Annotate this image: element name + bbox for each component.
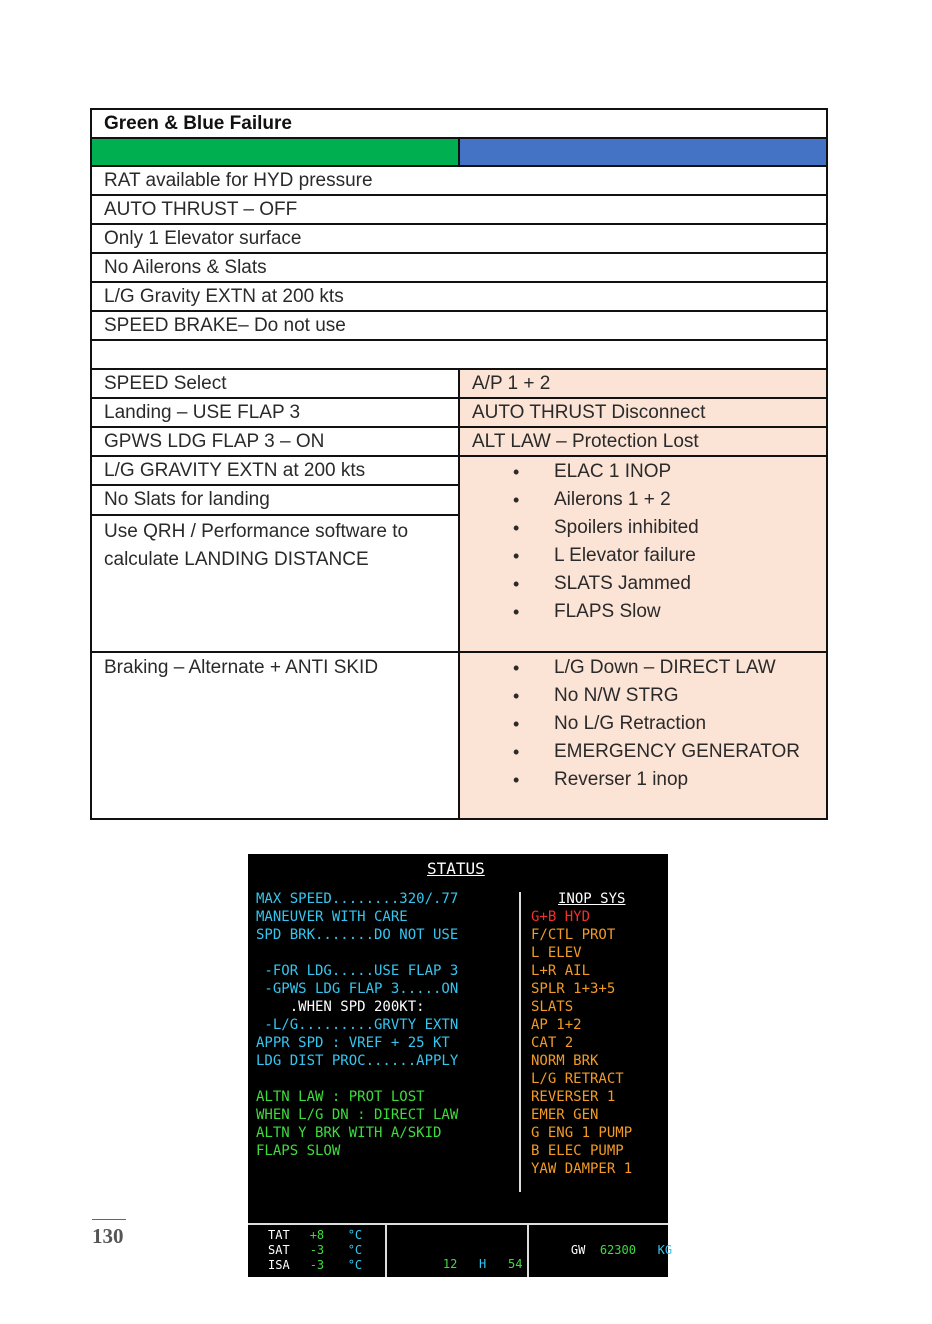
pair-row-right: AUTO THRUST Disconnect bbox=[459, 398, 827, 427]
group1-left-3: Use QRH / Performance software to calculate LANDING DISTANCE bbox=[91, 515, 459, 652]
bullet-item: • SLATS Jammed bbox=[472, 570, 826, 598]
pair-row-left: SPEED Select bbox=[91, 369, 459, 398]
pair-row-right: ALT LAW – Protection Lost bbox=[459, 427, 827, 456]
ecam-status-display bbox=[248, 854, 673, 1277]
table-row: RAT available for HYD pressure bbox=[91, 166, 827, 195]
inop-sys-line: EMER GEN bbox=[531, 1107, 599, 1123]
pair-row-left: GPWS LDG FLAP 3 – ON bbox=[91, 427, 459, 456]
ecam-status-line: MAX SPEED........320/.77 bbox=[256, 891, 459, 907]
temp-row bbox=[268, 1258, 362, 1273]
bullet-item: • Spoilers inhibited bbox=[472, 514, 826, 542]
table-title: Green & Blue Failure bbox=[91, 109, 827, 138]
bullet-item: • L/G Down – DIRECT LAW bbox=[472, 654, 826, 682]
temp-label: ISA bbox=[268, 1258, 290, 1272]
inop-sys-line: SLATS bbox=[531, 999, 574, 1015]
ecam-bottom-sep-2 bbox=[527, 1224, 529, 1277]
inop-sys-line: L ELEV bbox=[531, 945, 582, 961]
gw-unit: KG bbox=[657, 1242, 673, 1257]
bullet-item: • EMERGENCY GENERATOR bbox=[472, 738, 826, 766]
ecam-gross-weight bbox=[542, 1228, 672, 1272]
inop-sys-line: G ENG 1 PUMP bbox=[531, 1125, 633, 1141]
temp-value: -3 bbox=[309, 1243, 325, 1257]
temp-unit: °C bbox=[347, 1243, 363, 1257]
ecam-status-line: WHEN L/G DN : DIRECT LAW bbox=[256, 1107, 459, 1123]
green-blue-failure-table bbox=[90, 108, 828, 820]
ecam-status-line: ALTN Y BRK WITH A/SKID bbox=[256, 1125, 442, 1141]
inop-sys-line: NORM BRK bbox=[531, 1053, 599, 1069]
pair-row-left: Landing – USE FLAP 3 bbox=[91, 398, 459, 427]
temp-row bbox=[268, 1243, 362, 1258]
ecam-status-line: .WHEN SPD 200KT: bbox=[256, 999, 425, 1015]
temp-unit: °C bbox=[347, 1258, 363, 1272]
inop-sys-line: L/G RETRACT bbox=[531, 1071, 624, 1087]
pair-row-right: A/P 1 + 2 bbox=[459, 369, 827, 398]
inop-sys-line: F/CTL PROT bbox=[531, 927, 616, 943]
ecam-status-line: FLAPS SLOW bbox=[256, 1143, 341, 1159]
bullet-item: • Reverser 1 inop bbox=[472, 766, 826, 794]
bullet-item: • L Elevator failure bbox=[472, 542, 826, 570]
ecam-status-line: -FOR LDG.....USE FLAP 3 bbox=[256, 963, 459, 979]
time-hours: 12 bbox=[442, 1256, 458, 1271]
group1-left-2: No Slats for landing bbox=[91, 485, 459, 515]
group2-left: Braking – Alternate + ANTI SKID bbox=[91, 652, 459, 819]
ecam-bottom-sep-1 bbox=[385, 1224, 387, 1277]
gw-label: GW bbox=[570, 1242, 586, 1257]
ecam-status-line: ALTN LAW : PROT LOST bbox=[256, 1089, 425, 1105]
ecam-status-line: MANEUVER WITH CARE bbox=[256, 909, 408, 925]
time-minutes: 54 bbox=[507, 1256, 523, 1271]
ecam-status-line: -GPWS LDG FLAP 3.....ON bbox=[256, 981, 459, 997]
inop-sys-line: REVERSER 1 bbox=[531, 1089, 616, 1105]
ecam-status-line: LDG DIST PROC......APPLY bbox=[256, 1053, 459, 1069]
inop-sys-line: YAW DAMPER 1 bbox=[531, 1161, 633, 1177]
blue-system-bar bbox=[459, 138, 827, 166]
bullet-item: • FLAPS Slow bbox=[472, 598, 826, 626]
bullet-item: • No L/G Retraction bbox=[472, 710, 826, 738]
table-row: AUTO THRUST – OFF bbox=[91, 195, 827, 224]
group1-left-1: L/G GRAVITY EXTN at 200 kts bbox=[91, 456, 459, 485]
page-number-rule bbox=[92, 1219, 126, 1220]
inop-sys-line: L+R AIL bbox=[531, 963, 591, 979]
time-sep: H bbox=[479, 1256, 487, 1271]
bullet-item: • ELAC 1 INOP bbox=[472, 458, 826, 486]
table-row: SPEED BRAKE– Do not use bbox=[91, 311, 827, 340]
inop-sys-line: B ELEC PUMP bbox=[531, 1143, 624, 1159]
bullet-item: • Ailerons 1 + 2 bbox=[472, 486, 826, 514]
inop-sys-line: CAT 2 bbox=[531, 1035, 574, 1051]
ecam-column-divider bbox=[519, 892, 521, 1192]
inop-sys-title: INOP SYS bbox=[558, 891, 626, 907]
ecam-status-line: SPD BRK.......DO NOT USE bbox=[256, 927, 459, 943]
page-number: 130 bbox=[92, 1224, 124, 1248]
table-row: No Ailerons & Slats bbox=[91, 253, 827, 282]
bullet-item: • No N/W STRG bbox=[472, 682, 826, 710]
temp-value: +8 bbox=[309, 1228, 325, 1242]
temp-label: TAT bbox=[268, 1228, 290, 1242]
temp-row bbox=[268, 1228, 362, 1243]
temp-label: SAT bbox=[268, 1243, 290, 1257]
temp-value: -3 bbox=[309, 1258, 325, 1272]
blank-row bbox=[91, 340, 827, 369]
table-row: Only 1 Elevator surface bbox=[91, 224, 827, 253]
green-system-bar bbox=[91, 138, 459, 166]
inop-sys-line: SPLR 1+3+5 bbox=[531, 981, 616, 997]
ecam-time bbox=[414, 1242, 522, 1286]
temp-unit: °C bbox=[347, 1228, 363, 1242]
gw-value: 62300 bbox=[599, 1242, 636, 1257]
ecam-status-line: -L/G.........GRVTY EXTN bbox=[256, 1017, 459, 1033]
inop-sys-line: G+B HYD bbox=[531, 909, 591, 925]
group1-bullets bbox=[459, 456, 827, 652]
group2-bullets bbox=[459, 652, 827, 819]
ecam-status-line: APPR SPD : VREF + 25 KT bbox=[256, 1035, 450, 1051]
ecam-title: STATUS bbox=[427, 859, 485, 878]
table-row: L/G Gravity EXTN at 200 kts bbox=[91, 282, 827, 311]
inop-sys-line: AP 1+2 bbox=[531, 1017, 582, 1033]
ecam-bottom-divider bbox=[248, 1223, 668, 1225]
